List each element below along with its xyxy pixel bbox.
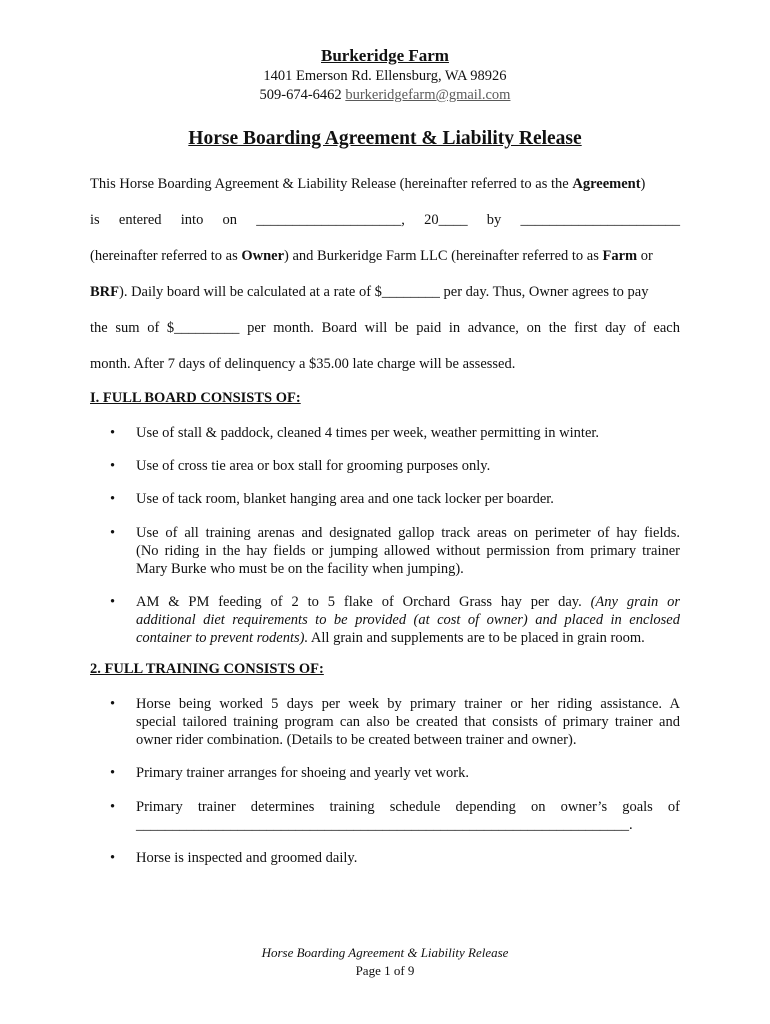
footer-title: Horse Boarding Agreement & Liability Release <box>261 945 509 960</box>
intro-line-5: the sum of $_________ per month. Board will be paid in advance, on the first day of each <box>90 320 680 336</box>
intro-line-6: month. After 7 days of delinquency a $35.00 late charge will be assessed. <box>90 356 516 372</box>
bullet-icon: • <box>110 425 116 441</box>
bullet-icon: • <box>110 765 116 781</box>
intro-line-3: (hereinafter referred to as Owner) and Burkeridge Farm LLC (hereinafter referred to as Farm or <box>90 248 653 264</box>
intro-line-1: This Horse Boarding Agreement & Liability Release (hereinafter referred to as the Agreement) <box>90 176 646 192</box>
bullet-icon: • <box>110 696 116 712</box>
list-item: • Use of cross tie area or box stall for grooming purposes only. <box>110 458 491 474</box>
document-title: Horse Boarding Agreement & Liability Release <box>188 128 582 149</box>
list-item: • Use of stall & paddock, cleaned 4 times per week, weather permitting in winter. <box>110 425 600 441</box>
farm-address: 1401 Emerson Rd. Ellensburg, WA 98926 <box>263 68 507 84</box>
bullet-icon: • <box>110 491 116 507</box>
farm-phone: 509-674-6462 <box>259 87 342 103</box>
farm-contact <box>0 87 770 104</box>
list-item: • AM & PM feeding of 2 to 5 flake of Orchard Grass hay per day. (Any grain or additional diet requirements to be provided (at cost of owner) and placed in enclosed container to prevent rodents). All grain and supplements are to be placed in grain room. <box>110 594 680 646</box>
bullet-icon: • <box>110 458 116 474</box>
list-item: • Horse is inspected and groomed daily. <box>110 850 358 866</box>
list-item: • Use of all training arenas and designated gallop track areas on perimeter of hay fields. (No riding in the hay fields or jumping allowed without permission from primary trainer Mary Burke who must be on the facility when jumping). <box>110 525 680 577</box>
bullet-icon: • <box>110 850 116 866</box>
list-item: • Primary trainer arranges for shoeing and yearly vet work. <box>110 765 469 781</box>
bullet-icon: • <box>110 525 116 541</box>
bullet-icon: • <box>110 799 116 815</box>
list-item: • Horse being worked 5 days per week by primary trainer or her riding assistance. A special tailored training program can also be created that consists of primary trainer and owner rider combination. (Details to be created between trainer and owner). <box>110 696 680 748</box>
list-item: • Use of tack room, blanket hanging area and one tack locker per boarder. <box>110 491 554 507</box>
section-2-heading: 2. FULL TRAINING CONSISTS OF: <box>90 661 324 677</box>
page-number: Page 1 of 9 <box>355 963 415 978</box>
list-item: • Primary trainer determines training schedule depending on owner’s goals of ____________________________________________________________________. <box>110 799 680 833</box>
bullet-icon: • <box>110 594 116 610</box>
intro-line-4: BRF). Daily board will be calculated at a rate of $________ per day. Thus, Owner agrees to pay <box>90 284 649 300</box>
section-1-heading: I. FULL BOARD CONSISTS OF: <box>90 390 301 406</box>
farm-name: Burkeridge Farm <box>321 46 449 65</box>
intro-line-2: is entered into on ____________________, 20____ by ______________________ <box>90 212 680 228</box>
farm-email-link[interactable]: burkeridgefarm@gmail.com <box>345 87 511 103</box>
